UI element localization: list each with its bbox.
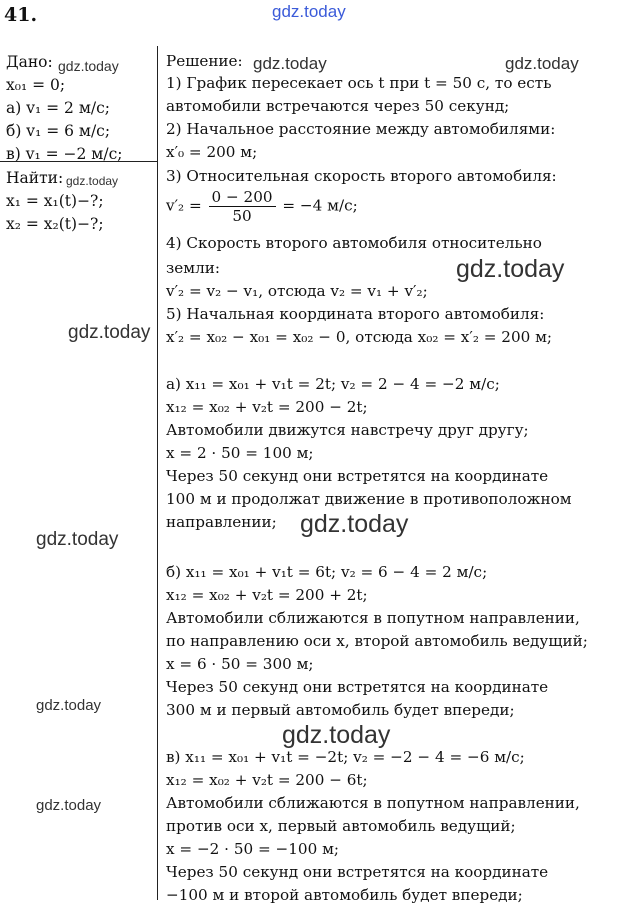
solution-line: направлении; bbox=[166, 513, 277, 531]
formula-lhs: v′₂ = bbox=[166, 196, 202, 215]
fraction-denominator: 50 bbox=[232, 207, 252, 225]
solution-line: Через 50 секунд они встретятся на координате bbox=[166, 467, 549, 485]
solution-line: x′₂ = x₀₂ − x₀₁ = x₀₂ − 0, отсюда x₀₂ = x′₂ = 200 м; bbox=[166, 328, 553, 346]
find-line: x₂ = x₂(t)−?; bbox=[6, 215, 104, 233]
fraction-numerator: 0 − 200 bbox=[209, 188, 276, 207]
watermark: gdz.today bbox=[300, 510, 409, 538]
watermark: gdz.today bbox=[58, 58, 119, 74]
find-header: Найти: bbox=[6, 169, 64, 187]
fraction bbox=[209, 188, 276, 225]
watermark: gdz.today bbox=[66, 174, 119, 188]
solution-line: б) x₁₁ = x₀₁ + v₁t = 6t; v₂ = 6 − 4 = 2 м/с; bbox=[166, 563, 488, 581]
solution-line: 4) Скорость второго автомобиля относительно bbox=[166, 234, 542, 252]
problem-number: 41. bbox=[4, 4, 38, 26]
given-line: б) v₁ = 6 м/с; bbox=[6, 122, 111, 140]
watermark: gdz.today bbox=[456, 255, 565, 283]
solution-line: а) x₁₁ = x₀₁ + v₁t = 2t; v₂ = 2 − 4 = −2 м/с; bbox=[166, 375, 500, 393]
watermark: gdz.today bbox=[282, 721, 391, 749]
solution-line: по направлению оси x, второй автомобиль ведущий; bbox=[166, 632, 588, 650]
formula-rhs: = −4 м/с; bbox=[282, 196, 358, 215]
watermark: gdz.today bbox=[272, 2, 346, 21]
watermark: gdz.today bbox=[253, 54, 327, 73]
watermark: gdz.today bbox=[36, 529, 119, 550]
solution-line: автомобили встречаются через 50 секунд; bbox=[166, 97, 510, 115]
solution-line: 100 м и продолжат движение в противоположном bbox=[166, 490, 572, 508]
solution-line: x₁₂ = x₀₂ + v₂t = 200 − 6t; bbox=[166, 771, 368, 789]
solution-line: −100 м и второй автомобиль будет впереди; bbox=[166, 886, 523, 904]
column-divider bbox=[157, 46, 158, 900]
solution-line: Через 50 секунд они встретятся на координате bbox=[166, 678, 549, 696]
solution-header: Решение: bbox=[166, 52, 243, 70]
solution-line: Автомобили движутся навстречу друг другу; bbox=[166, 421, 529, 439]
solution-line: x = 6 · 50 = 300 м; bbox=[166, 655, 314, 673]
watermark: gdz.today bbox=[36, 797, 102, 814]
watermark: gdz.today bbox=[68, 322, 151, 343]
solution-line: x = −2 · 50 = −100 м; bbox=[166, 840, 339, 858]
solution-line: v′₂ = v₂ − v₁, отсюда v₂ = v₁ + v′₂; bbox=[166, 282, 428, 300]
relative-velocity-formula bbox=[166, 188, 358, 225]
solution-line: против оси x, первый автомобиль ведущий; bbox=[166, 817, 516, 835]
watermark: gdz.today bbox=[505, 54, 579, 73]
solution-line: 300 м и первый автомобиль будет впереди; bbox=[166, 701, 515, 719]
solution-line: Автомобили сближаются в попутном направлении, bbox=[166, 794, 580, 812]
solution-line: 3) Относительная скорость второго автомобиля: bbox=[166, 167, 557, 185]
solution-line: в) x₁₁ = x₀₁ + v₁t = −2t; v₂ = −2 − 4 = −6 м/с; bbox=[166, 748, 525, 766]
solution-line: земли: bbox=[166, 259, 220, 277]
solution-line: x₁₂ = x₀₂ + v₂t = 200 − 2t; bbox=[166, 398, 368, 416]
solution-line: x′₀ = 200 м; bbox=[166, 143, 258, 161]
solution-line: Автомобили сближаются в попутном направлении, bbox=[166, 609, 580, 627]
solution-line: x₁₂ = x₀₂ + v₂t = 200 + 2t; bbox=[166, 586, 368, 604]
given-header: Дано: bbox=[6, 53, 53, 71]
given-line: а) v₁ = 2 м/с; bbox=[6, 99, 110, 117]
solution-line: 1) График пересекает ось t при t = 50 с, то есть bbox=[166, 74, 552, 92]
solution-line: 2) Начальное расстояние между автомобилями: bbox=[166, 120, 556, 138]
solution-line: Через 50 секунд они встретятся на координате bbox=[166, 863, 549, 881]
given-line: в) v₁ = −2 м/с; bbox=[6, 145, 123, 163]
solution-line: 5) Начальная координата второго автомобиля: bbox=[166, 305, 545, 323]
find-line: x₁ = x₁(t)−?; bbox=[6, 192, 104, 210]
watermark: gdz.today bbox=[36, 697, 102, 714]
solution-line: x = 2 · 50 = 100 м; bbox=[166, 444, 314, 462]
given-line: x₀₁ = 0; bbox=[6, 76, 66, 94]
